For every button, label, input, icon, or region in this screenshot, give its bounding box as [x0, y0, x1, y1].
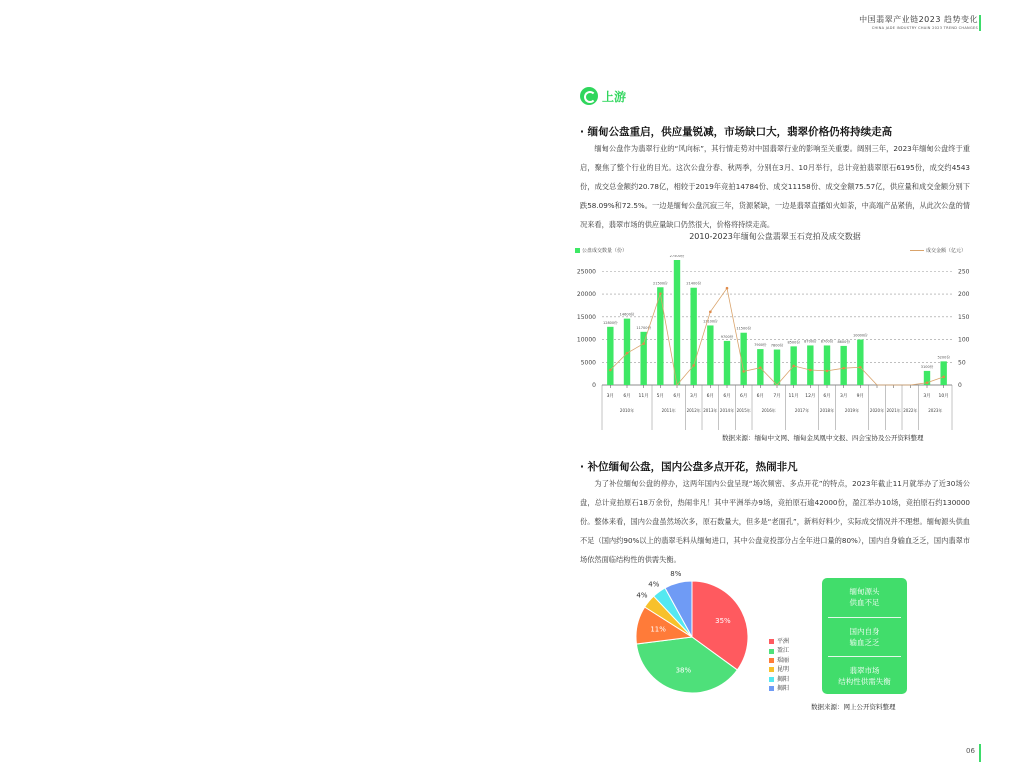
block2-paragraph: 为了补位缅甸公盘的停办，这两年国内公盘呈现“场次频密、多点开花”的特点，2023年截止11月就举办了近30场公盘，总计竞拍原石18万余份，热闹非凡！其中平洲举办9场，竞拍原石逾42000份，盈江举办10场，竞拍原石约130000份。整体来看，国内公盘虽然场次多，原石数量大，但多是“老面孔”，新料好料少，实际成交情况并不理想。缅甸源头供血不足（国内约90%以上的翡翠毛料从缅甸进口，其中公盘竞投部分占全年进口量的80%），国内自身输血乏乏，国内翡翠市场依然面临结构性的供需失衡。	[580, 479, 970, 564]
footer-accent-bar	[979, 744, 981, 762]
pie-legend-item	[769, 637, 789, 646]
svg-text:2022年: 2022年	[903, 408, 918, 413]
legend-swatch	[769, 649, 774, 654]
legend-swatch	[769, 639, 774, 644]
svg-text:2011年: 2011年	[661, 408, 676, 413]
legend-label: 平洲	[777, 638, 790, 645]
pie-legend-item	[769, 684, 789, 693]
swirl-icon	[580, 87, 598, 105]
pie-chart	[620, 565, 760, 705]
svg-text:11月: 11月	[788, 394, 799, 399]
legend-label: 公盘成交数量（份）	[582, 248, 628, 254]
svg-text:6月: 6月	[756, 394, 765, 399]
block1-heading: · 缅甸公盘重启，供应量锐减，市场缺口大，翡翠价格仍将持续走高	[580, 126, 893, 138]
svg-text:2023年: 2023年	[928, 408, 943, 413]
svg-text:21500份: 21500份	[653, 281, 668, 286]
svg-text:3月: 3月	[606, 394, 615, 399]
svg-text:38%: 38%	[675, 666, 692, 675]
summary-line: 结构性供需失衡	[838, 677, 891, 687]
legend-swatch-line	[910, 250, 924, 251]
svg-text:15000: 15000	[576, 313, 596, 321]
svg-text:2016年: 2016年	[761, 408, 776, 413]
chart-source: 数据来源：缅甸中文网、缅甸金凤凰中文报、四会宝协及公开资料整理	[722, 434, 924, 442]
svg-text:2019年: 2019年	[844, 408, 860, 413]
legend-label: 盈江	[777, 647, 790, 655]
svg-text:7800份: 7800份	[770, 343, 784, 348]
svg-text:20000: 20000	[576, 291, 596, 299]
pie-legend-item	[769, 675, 789, 684]
svg-text:7月: 7月	[773, 394, 781, 399]
svg-text:250: 250	[958, 268, 970, 276]
svg-text:8600份: 8600份	[837, 339, 850, 344]
svg-text:7900份: 7900份	[754, 343, 767, 348]
svg-text:25000: 25000	[576, 268, 596, 276]
svg-text:27500份: 27500份	[669, 255, 685, 258]
svg-text:6月: 6月	[673, 394, 681, 399]
svg-text:11%: 11%	[650, 625, 666, 634]
svg-text:2015年: 2015年	[736, 408, 751, 413]
summary-line: 输血乏乏	[849, 637, 880, 647]
svg-text:4%: 4%	[636, 591, 648, 600]
svg-text:13100份: 13100份	[703, 319, 718, 324]
svg-text:12月: 12月	[805, 394, 816, 399]
legend-label: 揭阳	[777, 675, 790, 683]
svg-text:35%: 35%	[715, 617, 731, 626]
summary-line: 翡翠市场	[849, 666, 880, 676]
svg-text:2012年: 2012年	[686, 408, 701, 413]
chart-title: 2010-2023年缅甸公盘翡翠玉石竞拍及成交数据	[689, 232, 861, 241]
svg-text:9月: 9月	[856, 394, 865, 399]
svg-text:21400份: 21400份	[686, 281, 701, 286]
svg-text:50: 50	[958, 359, 966, 367]
svg-text:6月: 6月	[739, 394, 748, 399]
svg-text:11月: 11月	[638, 394, 649, 399]
legend-swatch	[769, 658, 774, 663]
svg-text:4%: 4%	[648, 580, 660, 589]
summary-item	[822, 657, 907, 696]
legend-label: 揭阳	[777, 685, 790, 693]
svg-text:5月: 5月	[656, 394, 665, 399]
svg-text:2014年: 2014年	[719, 408, 735, 413]
pie-legend-item	[769, 656, 789, 665]
svg-text:12800份: 12800份	[603, 320, 618, 325]
legend-swatch-green	[575, 248, 580, 253]
svg-text:10000: 10000	[576, 336, 596, 344]
bar-line-chart	[560, 255, 980, 435]
svg-text:3月: 3月	[839, 394, 848, 399]
page-number: 06	[966, 747, 975, 755]
svg-text:6月: 6月	[723, 394, 731, 399]
legend-label: 瑞丽	[777, 656, 790, 664]
summary-line: 供血不足	[849, 598, 880, 608]
svg-text:6月: 6月	[706, 394, 715, 399]
svg-text:3月: 3月	[923, 394, 931, 399]
header-title: 中国翡翠产业链2023 趋势变化	[859, 15, 978, 24]
block1-paragraph: 缅甸公盘作为翡翠行业的“风向标”，其行情走势对中国翡翠行业的影响至关重要。阔别三年，2023年缅甸公盘终于重启，聚焦了整个行业的目光。这次公盘分春、秋两季，分别在3月、10月举行，总计竞拍翡翠原石6195份，成交约4543份，成交总金额约20.78亿，相较于2019年竞拍14784份、成交11158份、成交金额75.57亿，供应量和成交金额分别下跌58.09%和72.5%。一边是缅甸公盘沉寂三年，货源紧缺，一边是翡翠直播如火如荼，中高端产品紧俏，从此次公盘的情况来看，翡翠市场的供应量缺口仍然很大，价格将持续走高。	[580, 144, 970, 229]
svg-text:10月: 10月	[938, 394, 949, 399]
legend-line	[910, 247, 966, 254]
svg-text:8%: 8%	[670, 570, 682, 579]
svg-text:3月: 3月	[689, 394, 698, 399]
section-heading	[580, 87, 626, 105]
svg-text:14600份: 14600份	[619, 312, 635, 317]
legend-swatch	[769, 686, 774, 691]
svg-text:10000份: 10000份	[853, 333, 868, 338]
svg-text:2021年: 2021年	[886, 408, 901, 413]
legend-swatch	[769, 667, 774, 672]
legend-label: 成交金额（亿元）	[926, 248, 967, 254]
legend-bars	[575, 247, 627, 254]
svg-text:2017年: 2017年	[794, 408, 810, 413]
header-accent-bar	[979, 15, 981, 31]
summary-item	[822, 578, 907, 617]
block2-heading: · 补位缅甸公盘，国内公盘多点开花，热闹非凡	[580, 461, 798, 473]
svg-text:150: 150	[958, 313, 970, 321]
svg-text:2018年: 2018年	[819, 408, 835, 413]
svg-text:5200份: 5200份	[937, 355, 950, 360]
svg-text:0: 0	[592, 382, 596, 389]
summary-item	[822, 618, 907, 657]
svg-text:100: 100	[958, 336, 970, 344]
svg-text:0: 0	[958, 382, 962, 389]
summary-line: 国内自身	[849, 626, 880, 636]
header-subtitle: CHINA JADE INDUSTRY CHAIN 2023 TREND CHANGES	[871, 26, 978, 30]
svg-text:8700份: 8700份	[820, 339, 834, 344]
svg-text:2010年: 2010年	[619, 408, 635, 413]
svg-text:8700份: 8700份	[804, 339, 817, 344]
svg-text:2013年: 2013年	[703, 408, 718, 413]
page-header	[859, 14, 978, 30]
pie-legend-item	[769, 646, 789, 655]
svg-text:2020年: 2020年	[869, 408, 885, 413]
svg-text:6月: 6月	[823, 394, 831, 399]
pie-legend-item	[769, 665, 789, 674]
svg-text:9700份: 9700份	[720, 334, 734, 339]
section-label: 上游	[602, 89, 627, 104]
legend-swatch	[769, 677, 774, 682]
svg-text:3100份: 3100份	[920, 364, 934, 369]
summary-box	[822, 578, 907, 694]
summary-line: 缅甸源头	[849, 587, 880, 597]
legend-label: 昆明	[777, 666, 790, 674]
pie-legend	[769, 637, 789, 693]
svg-text:11700份: 11700份	[636, 325, 651, 330]
svg-text:5000: 5000	[580, 359, 596, 367]
svg-text:11500份: 11500份	[736, 326, 751, 331]
svg-text:200: 200	[958, 291, 970, 299]
svg-text:8500份: 8500份	[787, 340, 800, 345]
svg-text:6月: 6月	[623, 394, 631, 399]
pie-source: 数据来源：网上公开资料整理	[811, 703, 896, 711]
